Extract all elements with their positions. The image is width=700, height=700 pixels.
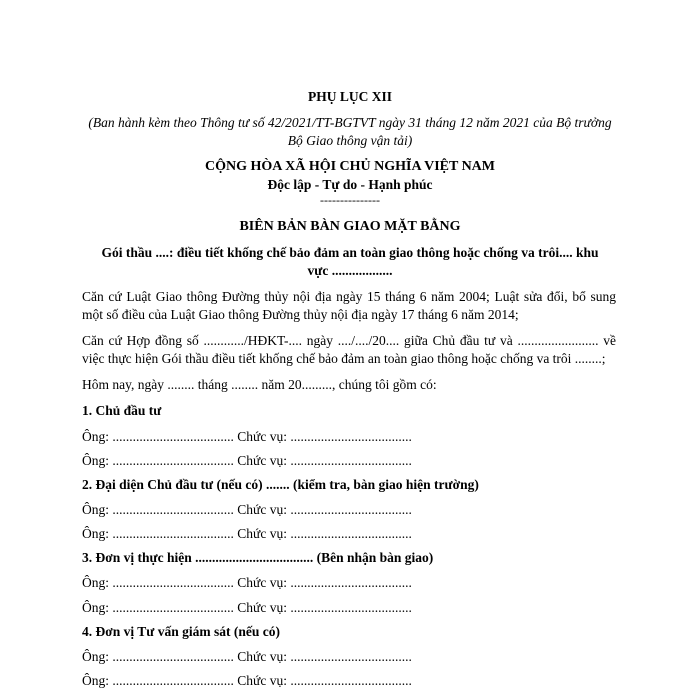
section-3-row-2: Ông: .................................... Chức vụ: ....................................: [82, 600, 412, 615]
package-line-1: Gói thầu ....: điều tiết khống chế bảo đảm an toàn giao thông hoặc chống va trôi.... khu: [101, 245, 599, 260]
section-1-row-1: Ông: .................................... Chức vụ: ....................................: [82, 429, 412, 444]
nation-title: CỘNG HÒA XÃ HỘI CHỦ NGHĨA VIỆT NAM: [204, 159, 495, 174]
issued-note-line-1: (Ban hành kèm theo Thông tư số 42/2021/TT-BGTVT ngày 31 tháng 12 năm 2021 của Bộ trưởng: [88, 115, 612, 130]
section-4-row-1: Ông: .................................... Chức vụ: ....................................: [82, 649, 412, 664]
section-4-heading: 4. Đơn vị Tư vấn giám sát (nếu có): [82, 624, 280, 639]
motto: Độc lập - Tự do - Hạnh phúc: [267, 177, 433, 192]
appendix-title: PHỤ LỤC XII: [307, 89, 392, 104]
separator: ---------------: [320, 193, 380, 207]
section-4-row-2: Ông: .................................... Chức vụ: ....................................: [82, 673, 412, 688]
section-1-row-2: Ông: .................................... Chức vụ: ....................................: [82, 453, 412, 468]
section-1-heading: 1. Chủ đầu tư: [82, 403, 162, 418]
section-2-row-1: Ông: .................................... Chức vụ: ....................................: [82, 502, 412, 517]
section-2-heading: 2. Đại diện Chủ đầu tư (nếu có) ....... (kiểm tra, bàn giao hiện trường): [82, 477, 479, 492]
section-3-row-1: Ông: .................................... Chức vụ: ....................................: [82, 575, 412, 590]
basis-2-line-2: việc thực hiện Gói thầu điều tiết khống chế bảo đảm an toàn giao thông hoặc chống va trôi ........;: [82, 351, 606, 366]
basis-2-line-1: Căn cứ Hợp đồng số ............/HĐKT-.... ngày ..../..../20.... giữa Chủ đầu tư và ........................ về: [82, 333, 616, 348]
issued-note-line-2: Bộ Giao thông vận tải): [287, 133, 413, 148]
basis-1-line-2: một số điều của Luật Giao thông Đường thủy nội địa ngày 17 tháng 6 năm 2014;: [82, 307, 519, 322]
today-line: Hôm nay, ngày ........ tháng ........ năm 20........., chúng tôi gồm có:: [82, 377, 437, 392]
section-3-heading: 3. Đơn vị thực hiện ................................... (Bên nhận bàn giao): [82, 550, 434, 565]
package-line-2: vực ..................: [307, 263, 393, 278]
section-2-row-2: Ông: .................................... Chức vụ: ....................................: [82, 526, 412, 541]
document-title: BIÊN BẢN BÀN GIAO MẶT BẰNG: [239, 219, 461, 234]
basis-1-line-1: Căn cứ Luật Giao thông Đường thủy nội địa ngày 15 tháng 6 năm 2004; Luật sửa đổi, bổ sung: [82, 289, 616, 304]
